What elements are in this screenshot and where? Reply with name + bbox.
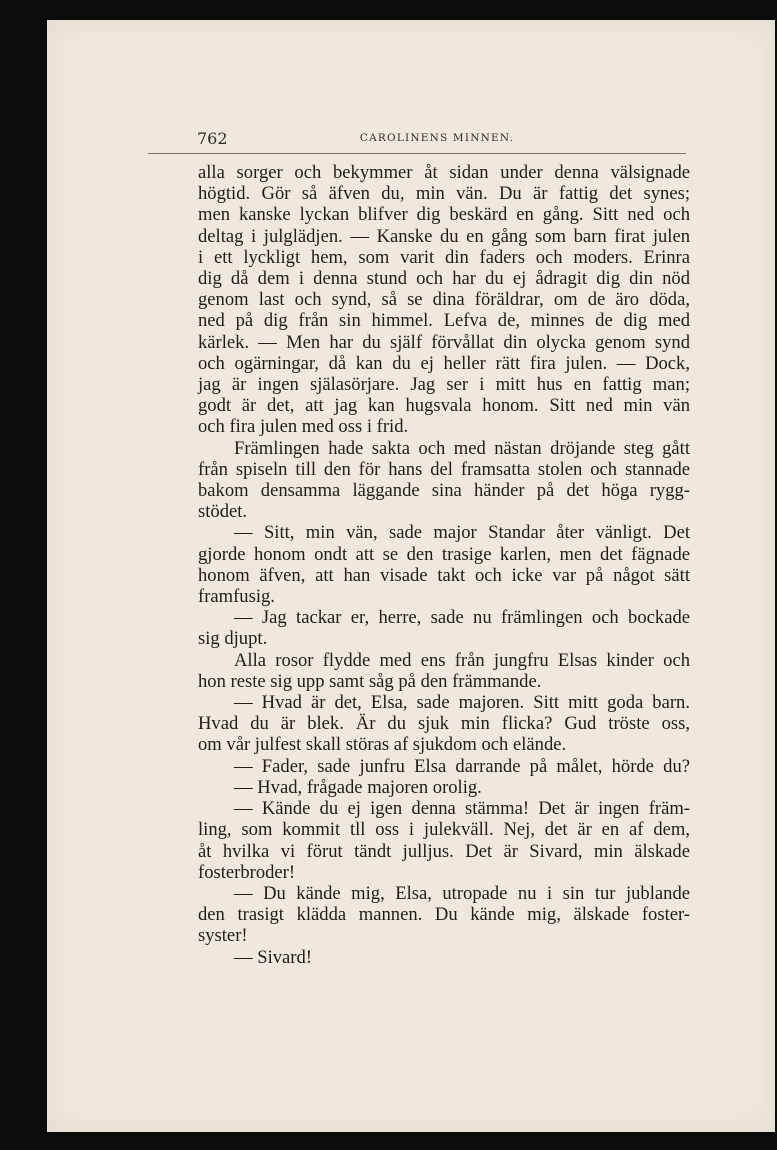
page-header: [148, 127, 686, 154]
text-line: och fira julen med oss i frid.: [198, 416, 409, 438]
text-line: deltag i julglädjen. — Kanske du en gång som barn firat julen: [198, 225, 690, 247]
text-line: genom last och synd, så se dina föräldrar, om de äro döda,: [198, 289, 690, 311]
body-text: [198, 162, 690, 968]
text-line: bakom densamma läggande sina händer på det höga rygg-: [198, 480, 690, 502]
page-number: 762: [197, 129, 228, 148]
text-line: — Hvad, frågade majoren orolig.: [234, 776, 482, 798]
text-line: åt hvilka vi förut tändt julljus. Det är Sivard, min älskade: [198, 840, 690, 862]
text-line: — Sitt, min vän, sade major Standar åter vänligt. Det: [234, 522, 690, 544]
text-line: Alla rosor flydde med ens från jungfru Elsas kinder och: [234, 649, 690, 671]
text-line: i ett lyckligt hem, som varit din faders och moders. Erinra: [198, 246, 690, 268]
text-line: alla sorger och bekymmer åt sidan under denna välsignade: [198, 162, 690, 183]
text-line: syster!: [198, 925, 248, 947]
text-line: högtid. Gör så äfven du, min vän. Du är fattig det synes;: [198, 183, 690, 205]
text-line: stödet.: [198, 501, 248, 523]
text-line: Hvad du är blek. Är du sjuk min flicka? Gud tröste oss,: [198, 713, 690, 735]
text-line: kärlek. — Men har du själf förvållat din olycka genom synd: [198, 331, 690, 353]
text-line: sig djupt.: [198, 628, 268, 650]
text-line: — Fader, sade junfru Elsa darrande på målet, hörde du?: [234, 755, 690, 777]
text-line: om vår julfest skall störas af sjukdom och elände.: [198, 734, 567, 756]
text-line: gjorde honom ondt att se den trasige karlen, men det fägnade: [198, 543, 690, 565]
text-line: — Du kände mig, Elsa, utropade nu i sin tur jublande: [234, 882, 690, 904]
text-line: — Hvad är det, Elsa, sade majoren. Sitt mitt goda barn.: [234, 692, 690, 714]
text-line: den trasigt klädda mannen. Du kände mig, älskade foster-: [198, 904, 690, 926]
text-line: jag är ingen själasörjare. Jag ser i mitt hus en fattig man;: [198, 374, 690, 396]
text-line: men kanske lyckan blifver dig beskärd en gång. Sitt ned och: [198, 204, 690, 226]
text-line: honom äfven, att han visade takt och icke var på något sätt: [198, 564, 690, 586]
text-line: ned på dig från sin himmel. Lefva de, minnes de dig med: [198, 310, 690, 332]
text-line: från spiseln till den för hans del framsatta stolen och stannade: [198, 458, 690, 480]
text-line: — Kände du ej igen denna stämma! Det är ingen främ-: [234, 798, 690, 820]
text-line: Främlingen hade sakta och med nästan dröjande steg gått: [234, 437, 690, 459]
running-title: CAROLINENS MINNEN.: [359, 132, 515, 144]
text-line: dig då dem i denna stund och har du ej ådragit dig din nöd: [198, 268, 690, 290]
text-line: — Jag tackar er, herre, sade nu främlingen och bockade: [234, 607, 690, 629]
text-line: fosterbroder!: [198, 861, 296, 883]
text-line: ling, som kommit tll oss i julekväll. Nej, det är en af dem,: [198, 819, 690, 841]
text-line: hon reste sig upp samt såg på den främmande.: [198, 670, 542, 692]
text-line: — Sivard!: [234, 946, 312, 968]
text-line: godt är det, att jag kan hugsvala honom. Sitt ned min vän: [198, 395, 690, 417]
text-line: framfusig.: [198, 586, 275, 608]
text-line: och ogärningar, då kan du ej heller rätt fira julen. — Dock,: [198, 352, 690, 374]
